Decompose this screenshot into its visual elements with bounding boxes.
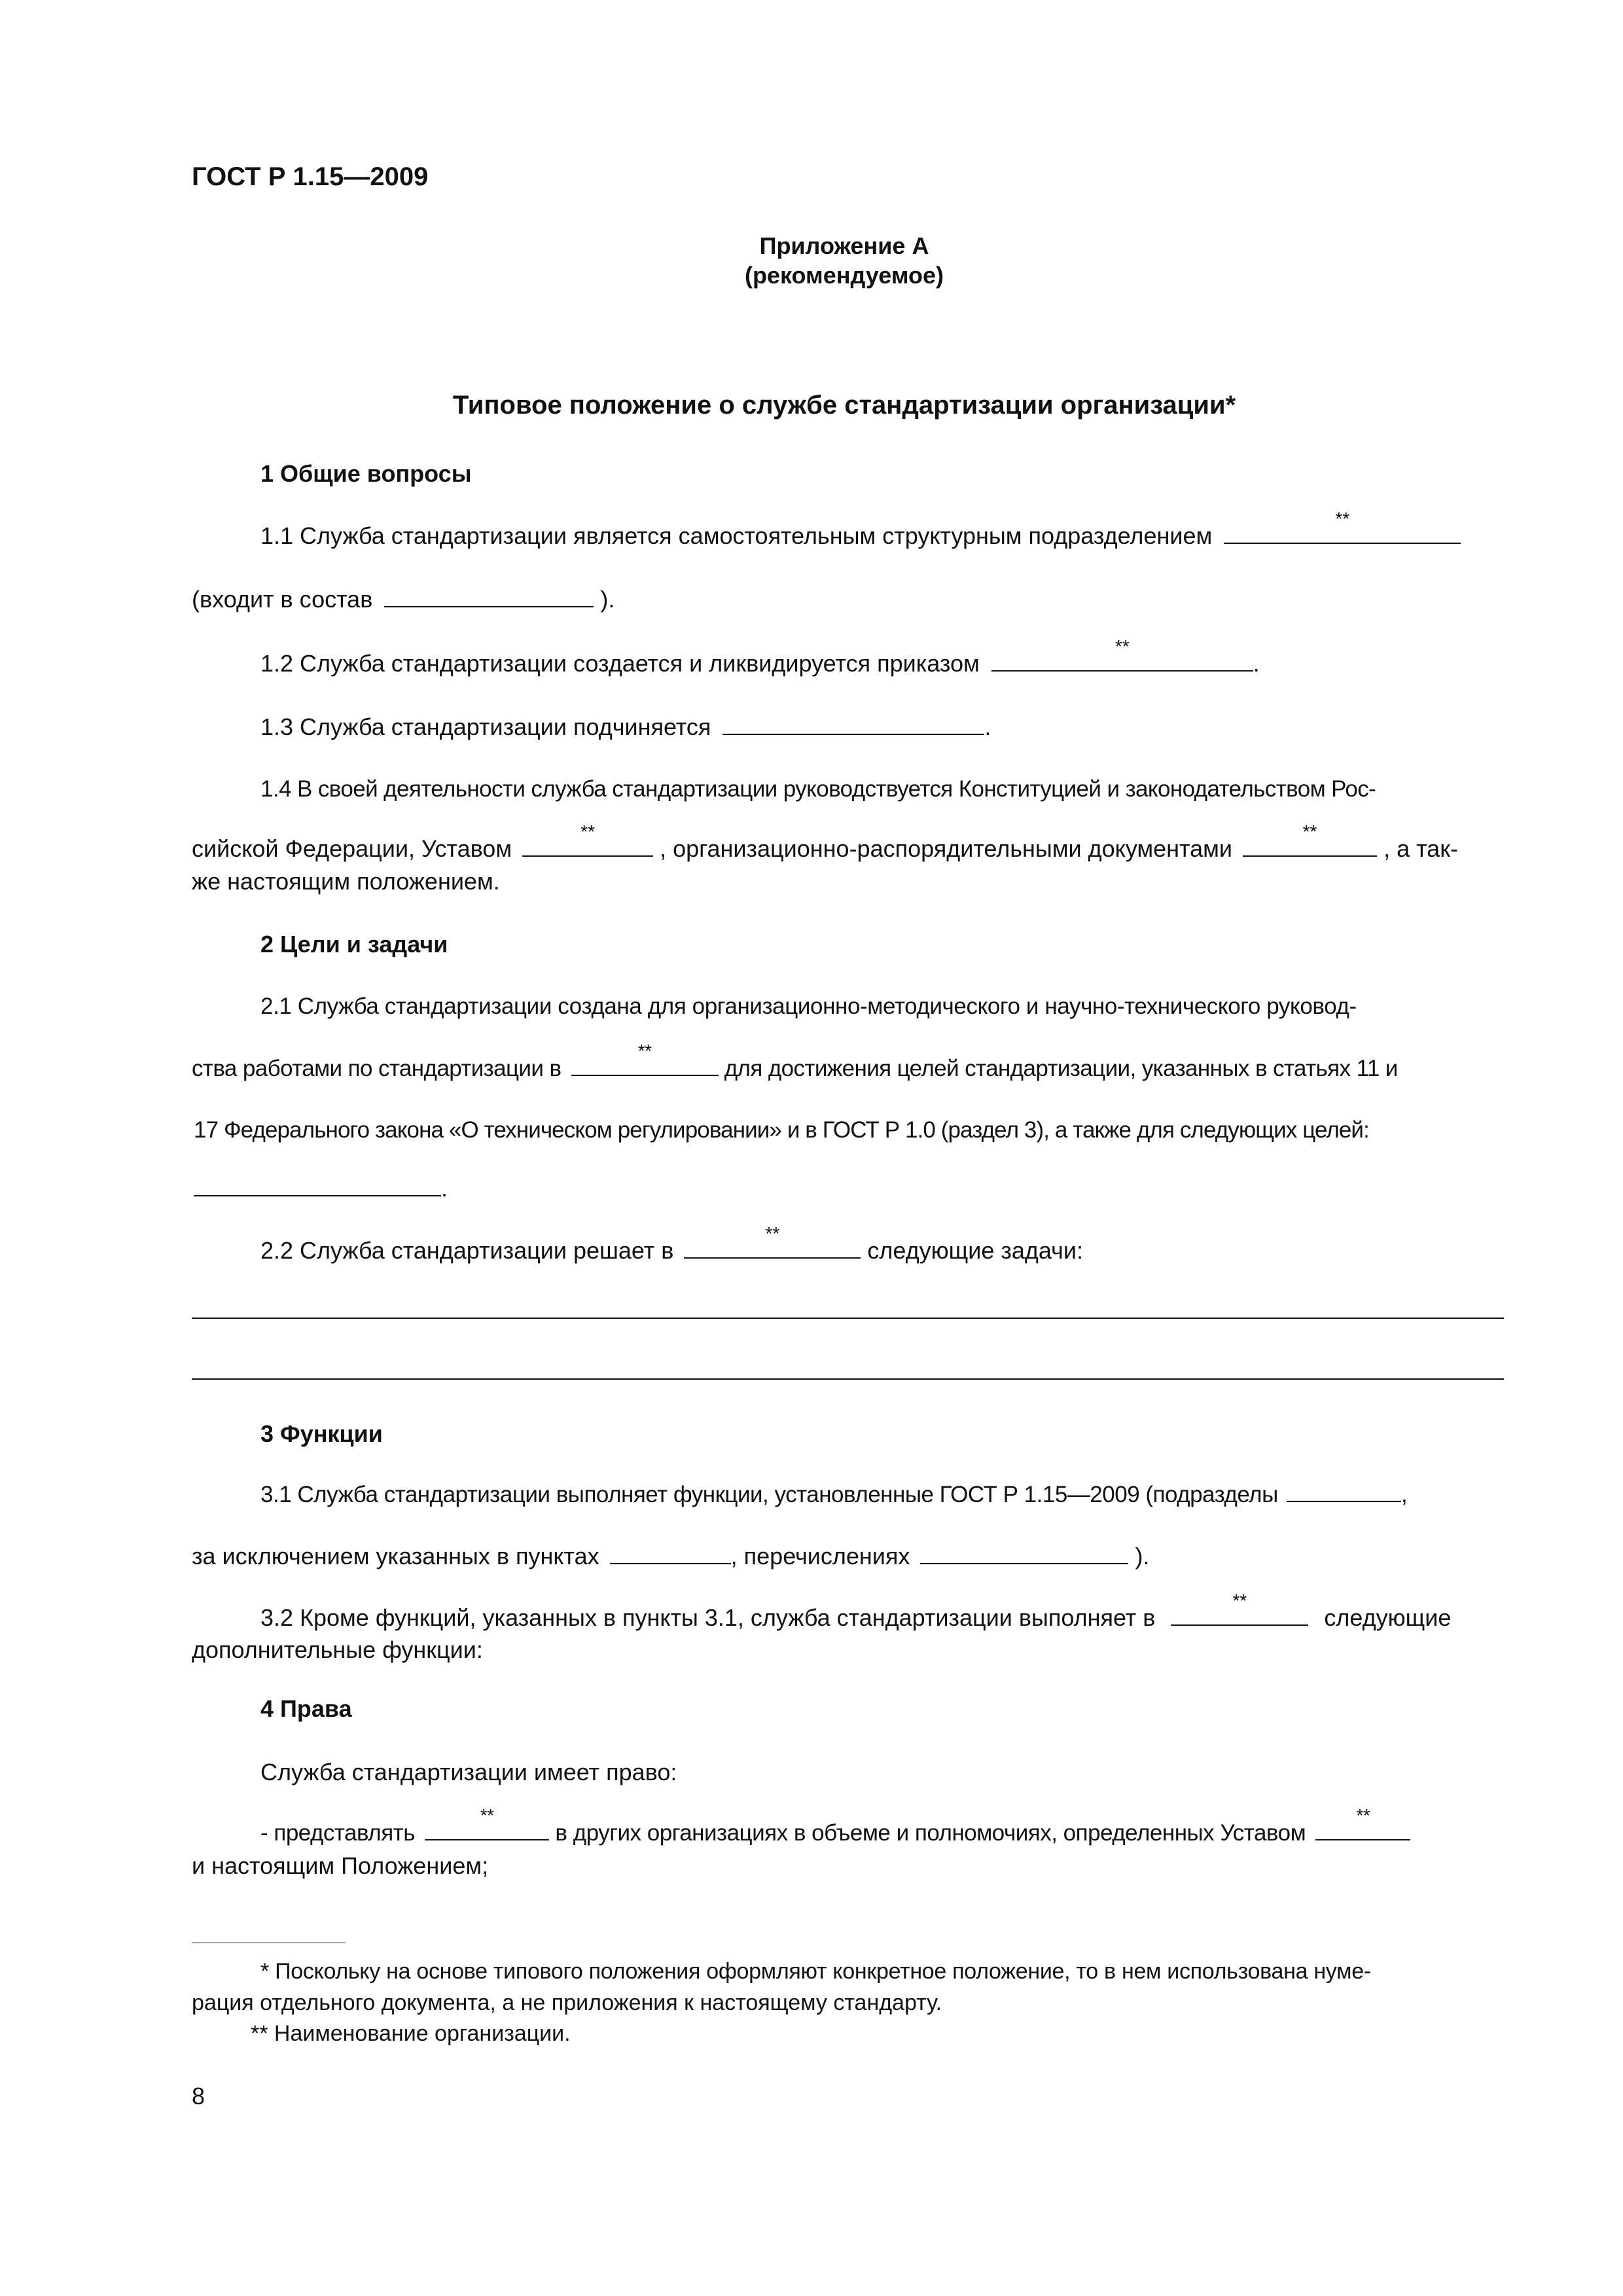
answer-line <box>192 1318 1504 1319</box>
paragraph-1-4: 1.4 В своей деятельности служба стандартизации руководствуется Конституцией и законодательством Рос- <box>260 776 1376 802</box>
paragraph-3-1-cont <box>192 1543 1149 1570</box>
blank-field <box>571 1041 719 1076</box>
annex-title: Приложение А <box>759 232 929 259</box>
answer-line <box>192 1378 1504 1380</box>
blank-field <box>991 636 1253 672</box>
document-id: ГОСТ Р 1.15—2009 <box>192 162 429 191</box>
footnote-mark: ** <box>1356 1805 1370 1825</box>
paragraph-1-1-cont <box>192 586 615 613</box>
paragraph-1-4-end: же настоящим положением. <box>192 868 500 895</box>
paragraph-3-2-text: следующие <box>1324 1604 1452 1631</box>
footnote-mark: ** <box>1335 509 1350 529</box>
footnote-mark: ** <box>1232 1590 1247 1611</box>
blank-field <box>1224 509 1461 544</box>
footnote-mark: ** <box>580 821 595 842</box>
blank-field <box>1171 1590 1308 1626</box>
paragraph-1-3-text: 1.3 Служба стандартизации подчиняется <box>260 713 711 740</box>
paragraph-2-2 <box>260 1223 1084 1265</box>
paragraph-1-3-text: . <box>984 713 991 740</box>
blank-field <box>684 1223 861 1259</box>
blank-field <box>722 714 984 735</box>
paragraph-3-2-text: 3.2 Кроме функций, указанных в пункты 3.1, служба стандартизации выполняет в <box>260 1604 1156 1631</box>
paragraph-1-4-cont <box>192 821 1458 863</box>
blank-field <box>194 1175 441 1196</box>
footnote-2: ** Наименование организации. <box>251 2021 571 2046</box>
paragraph-2-1-text: . <box>441 1175 448 1202</box>
paragraph-2-1: 2.1 Служба стандартизации создана для организационно-методического и научно-технического руковод- <box>260 994 1357 1019</box>
rights-item-text: в других организациях в объеме и полномочиях, определенных Уставом <box>555 1820 1306 1846</box>
footnote-mark: ** <box>480 1805 494 1825</box>
blank-field <box>610 1543 731 1564</box>
blank-field <box>384 586 594 607</box>
footnote-mark: ** <box>637 1041 652 1061</box>
paragraph-2-1-cont <box>192 1041 1398 1082</box>
annex-status: (рекомендуемое) <box>745 262 944 289</box>
blank-field <box>425 1805 549 1840</box>
footnote-mark: ** <box>1302 821 1317 842</box>
blank-field <box>1243 821 1377 857</box>
section-heading-1: 1 Общие вопросы <box>260 460 472 487</box>
paragraph-1-4-text: сийской Федерации, Уставом <box>192 835 512 862</box>
paragraph-3-1-text: , перечислениях <box>730 1543 910 1570</box>
rights-intro: Служба стандартизации имеет право: <box>260 1759 677 1785</box>
blank-field <box>522 821 653 857</box>
paragraph-2-1-text: ства работами по стандартизации в <box>192 1056 562 1081</box>
blank-field <box>920 1543 1128 1564</box>
paragraph-1-1-text: (входит в состав <box>192 586 373 613</box>
paragraph-2-1-text: для достижения целей стандартизации, указанных в статьях 11 и <box>724 1056 1398 1081</box>
paragraph-1-1-text: 1.1 Служба стандартизации является самостоятельным структурным подразделением <box>260 522 1213 549</box>
footnote-mark: ** <box>765 1223 780 1244</box>
rights-item-cont: и настоящим Положением; <box>192 1852 489 1879</box>
footnote-1: * Поскольку на основе типового положения оформляют конкретное положение, то в нем использована нуме- <box>260 1959 1371 1984</box>
rights-item-text: - представлять <box>260 1820 415 1846</box>
paragraph-1-2-text: . <box>1253 650 1260 677</box>
paragraph-3-2 <box>260 1590 1452 1632</box>
section-heading-4: 4 Права <box>260 1695 352 1722</box>
paragraph-2-2-text: следующие задачи: <box>867 1237 1084 1264</box>
paragraph-3-1-text: , <box>1400 1482 1408 1507</box>
paragraph-1-4-text: , организационно-распорядительными документами <box>660 835 1233 862</box>
paragraph-2-1-cont2: 17 Федерального закона «О техническом регулировании» и в ГОСТ Р 1.0 (раздел 3), а также для следующих целей: <box>194 1117 1369 1143</box>
section-heading-3: 3 Функции <box>260 1420 383 1447</box>
section-heading-2: 2 Цели и задачи <box>260 931 448 958</box>
paragraph-1-2-text: 1.2 Служба стандартизации создается и ликвидируется приказом <box>260 650 980 677</box>
paragraph-3-1 <box>260 1481 1407 1508</box>
paragraph-1-1 <box>260 509 1461 550</box>
paragraph-3-1-text: ). <box>1135 1543 1150 1570</box>
page-title: Типовое положение о службе стандартизации организации* <box>452 391 1236 420</box>
footnote-mark: ** <box>1115 636 1130 656</box>
paragraph-1-2 <box>260 636 1260 677</box>
paragraph-1-3 <box>260 713 991 741</box>
paragraph-3-1-text: за исключением указанных в пунктах <box>192 1543 599 1570</box>
paragraph-2-1-end <box>194 1175 448 1202</box>
paragraph-1-4-text: , а так- <box>1383 835 1458 862</box>
blank-field <box>1287 1481 1401 1502</box>
paragraph-3-2-end: дополнительные функции: <box>192 1636 483 1663</box>
paragraph-3-1-text: 3.1 Служба стандартизации выполняет функции, установленные ГОСТ Р 1.15—2009 (подразделы <box>260 1482 1278 1507</box>
blank-field <box>1315 1805 1410 1840</box>
paragraph-1-1-text: ). <box>600 586 615 613</box>
paragraph-2-2-text: 2.2 Служба стандартизации решает в <box>260 1237 674 1264</box>
footnote-1-cont: рация отдельного документа, а не приложения к настоящему стандарту. <box>192 1990 942 2015</box>
rights-item <box>260 1805 1410 1846</box>
page-number: 8 <box>192 2083 205 2109</box>
